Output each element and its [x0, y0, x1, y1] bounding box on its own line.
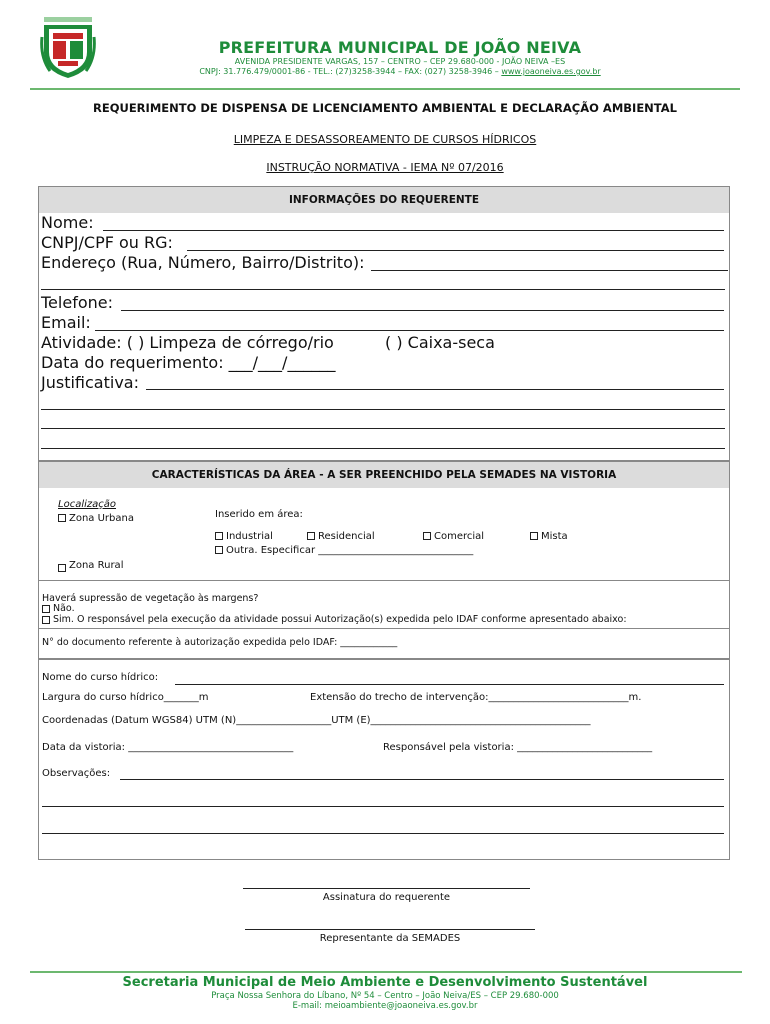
- section-divider: [39, 580, 729, 581]
- semades-signature-line[interactable]: [245, 929, 535, 930]
- justificativa-label: Justificativa:: [41, 373, 139, 392]
- nome-field[interactable]: [103, 230, 724, 231]
- zona-urbana-option[interactable]: Zona Urbana: [58, 513, 134, 524]
- coordenadas-field[interactable]: Coordenadas (Datum WGS84) UTM (N)___________________UTM (E)____________________________________________: [42, 715, 591, 726]
- contact-text: CNPJ: 31.776.479/0001-86 - TEL.: (27)3258-3944 – FAX: (027) 3258-3946 –: [199, 67, 502, 76]
- inserido-label: Inserido em área:: [215, 509, 303, 520]
- residencial-checkbox[interactable]: [307, 532, 315, 540]
- data-requerimento-field[interactable]: Data do requerimento: ___/___/______: [41, 353, 336, 372]
- supressao-question: Haverá supressão de vegetação às margens?: [42, 593, 259, 604]
- header-divider: [30, 88, 740, 90]
- mista-checkbox[interactable]: [530, 532, 538, 540]
- supressao-nao-option[interactable]: Não.: [42, 603, 75, 614]
- footer-address: Praça Nossa Senhora do Líbano, Nº 54 – Centro – João Neiva/ES – CEP 29.680-000: [211, 991, 559, 1001]
- observacoes-line2[interactable]: [42, 806, 724, 807]
- endereco-field[interactable]: [371, 270, 728, 271]
- supressao-sim-option[interactable]: Sim. O responsável pela execução da atividade possui Autorização(s) expedida pelo IDAF conforme apresentado abaixo:: [42, 614, 627, 625]
- idaf-document-field[interactable]: N° do documento referente à autorização expedida pelo IDAF: ____________: [42, 637, 398, 648]
- municipality-contact: [120, 67, 680, 76]
- nao-checkbox[interactable]: [42, 605, 50, 613]
- municipality-title: PREFEITURA MUNICIPAL DE JOÃO NEIVA: [218, 38, 582, 57]
- requester-info-heading: INFORMAÇÕES DO REQUERENTE: [39, 187, 729, 213]
- localizacao-label: Localização: [58, 499, 116, 510]
- document-title: REQUERIMENTO DE DISPENSA DE LICENCIAMENTO AMBIENTAL E DECLARAÇÃO AMBIENTAL: [93, 101, 677, 115]
- vistoria-box: [38, 659, 730, 860]
- extensao-field[interactable]: Extensão do trecho de intervenção:____________________________m.: [310, 692, 642, 703]
- section-divider-2: [39, 628, 729, 629]
- sim-checkbox[interactable]: [42, 616, 50, 624]
- telefone-field[interactable]: [121, 310, 724, 311]
- footer-divider: [30, 971, 742, 973]
- outra-option[interactable]: Outra. Especificar _______________________________: [215, 545, 473, 556]
- zona-rural-checkbox[interactable]: [58, 564, 66, 572]
- mista-option[interactable]: Mista: [530, 531, 568, 542]
- comercial-option[interactable]: Comercial: [423, 531, 484, 542]
- responsavel-vistoria-field[interactable]: Responsável pela vistoria: ___________________________: [383, 742, 653, 753]
- footer-secretariat: Secretaria Municipal de Meio Ambiente e Desenvolvimento Sustentável: [122, 975, 648, 990]
- document-subtitle: LIMPEZA E DESASSOREAMENTO DE CURSOS HÍDRICOS: [233, 133, 537, 146]
- data-vistoria-field[interactable]: Data da vistoria: _________________________________: [42, 742, 294, 753]
- justificativa-field[interactable]: [146, 389, 724, 390]
- industrial-option[interactable]: Industrial: [215, 531, 273, 542]
- atividade-option-limpeza[interactable]: Atividade: ( ) Limpeza de córrego/rio: [41, 333, 334, 352]
- endereco-field-line2[interactable]: [41, 289, 725, 290]
- observacoes-label: Observações:: [42, 768, 111, 779]
- email-field[interactable]: [95, 330, 724, 331]
- justificativa-line2[interactable]: [41, 409, 725, 410]
- justificativa-line4[interactable]: [41, 448, 725, 449]
- area-characteristics-box: [38, 461, 730, 659]
- municipality-address: AVENIDA PRESIDENTE VARGAS, 157 – CENTRO – CEP 29.680-000 - JOÃO NEIVA –ES: [234, 57, 566, 66]
- nome-label: Nome:: [41, 213, 94, 232]
- requerente-signature-label: Assinatura do requerente: [322, 892, 451, 903]
- semades-signature-label: Representante da SEMADES: [319, 933, 461, 944]
- residencial-option[interactable]: Residencial: [307, 531, 375, 542]
- comercial-checkbox[interactable]: [423, 532, 431, 540]
- cnpj-label: CNPJ/CPF ou RG:: [41, 233, 173, 252]
- zona-urbana-checkbox[interactable]: [58, 514, 66, 522]
- justificativa-line3[interactable]: [41, 428, 725, 429]
- telefone-label: Telefone:: [41, 293, 113, 312]
- municipal-coat-of-arms-logo: [40, 17, 96, 79]
- nome-curso-field[interactable]: [175, 684, 724, 685]
- email-label: Email:: [41, 313, 91, 332]
- zona-rural-option[interactable]: Zona Rural: [58, 558, 123, 572]
- nome-curso-label: Nome do curso hídrico:: [42, 672, 159, 683]
- requester-info-box: [38, 186, 730, 461]
- atividade-option-caixa-seca[interactable]: ( ) Caixa-seca: [385, 333, 495, 352]
- footer-email: E-mail: meioambiente@joaoneiva.es.gov.br: [292, 1001, 478, 1011]
- observacoes-field[interactable]: [120, 779, 724, 780]
- endereco-label: Endereço (Rua, Número, Bairro/Distrito):: [41, 253, 365, 272]
- website-link[interactable]: www.joaoneiva.es.gov.br: [501, 67, 601, 76]
- industrial-checkbox[interactable]: [215, 532, 223, 540]
- cnpj-field[interactable]: [187, 250, 724, 251]
- largura-field[interactable]: Largura do curso hídrico_______m: [42, 692, 209, 703]
- outra-checkbox[interactable]: [215, 546, 223, 554]
- observacoes-line3[interactable]: [42, 833, 724, 834]
- normative-instruction: INSTRUÇÃO NORMATIVA - IEMA Nº 07/2016: [266, 161, 504, 174]
- requerente-signature-line[interactable]: [243, 888, 530, 889]
- area-characteristics-heading: CARACTERÍSTICAS DA ÁREA - A SER PREENCHIDO PELA SEMADES NA VISTORIA: [39, 462, 729, 488]
